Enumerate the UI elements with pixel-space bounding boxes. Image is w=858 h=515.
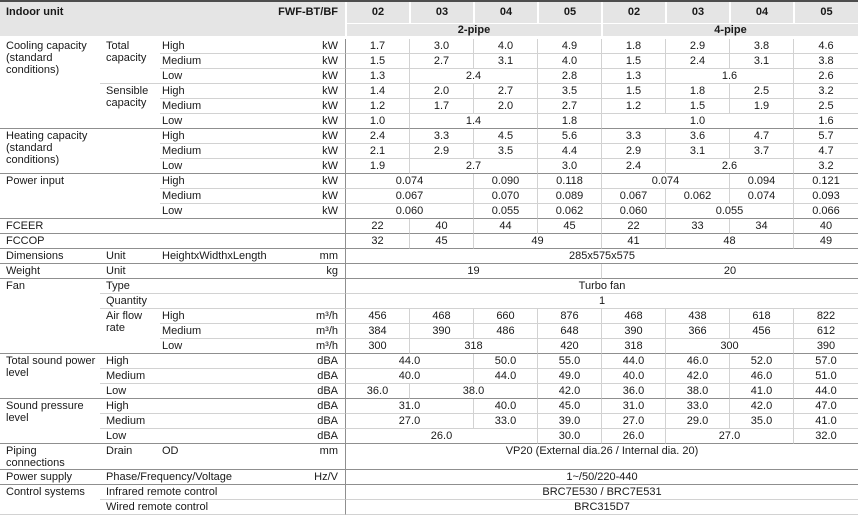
level-label: High bbox=[160, 129, 300, 144]
value-cell: 2.9 bbox=[665, 39, 729, 54]
value-cell: 3.5 bbox=[537, 84, 601, 99]
value-cell: 390 bbox=[409, 324, 473, 339]
row-label: Sound pressure level bbox=[0, 399, 100, 444]
sub-label: Total capacity bbox=[100, 39, 160, 84]
value-cell: 0.067 bbox=[345, 189, 473, 204]
value-cell: 0.062 bbox=[665, 189, 729, 204]
size-column-header: 03 bbox=[409, 2, 473, 24]
value-cell: 876 bbox=[537, 309, 601, 324]
sub-label: Low bbox=[100, 384, 300, 399]
table-row bbox=[0, 470, 858, 485]
unit-label: kW bbox=[300, 54, 345, 69]
value-cell: 2.9 bbox=[409, 144, 473, 159]
sub-label: Medium bbox=[100, 414, 300, 429]
value-cell: 2.5 bbox=[793, 99, 858, 114]
unit-label: m³/h bbox=[300, 339, 345, 354]
table-row bbox=[0, 39, 858, 54]
value-cell: 51.0 bbox=[793, 369, 858, 384]
level-label: High bbox=[160, 39, 300, 54]
value-cell: 1~/50/220-440 bbox=[345, 470, 858, 485]
value-cell: 0.070 bbox=[473, 189, 537, 204]
value-cell: 1.0 bbox=[601, 114, 793, 129]
value-cell: 5.7 bbox=[793, 129, 858, 144]
value-cell: 468 bbox=[409, 309, 473, 324]
value-cell: 0.090 bbox=[473, 174, 537, 189]
table-row bbox=[0, 174, 858, 189]
table-title: Indoor unit bbox=[0, 2, 160, 39]
value-cell: 31.0 bbox=[601, 399, 665, 414]
unit-label bbox=[300, 279, 345, 294]
value-cell: 1.7 bbox=[409, 99, 473, 114]
value-cell: 42.0 bbox=[729, 399, 793, 414]
value-cell: 0.062 bbox=[537, 204, 601, 219]
unit-label: kW bbox=[300, 39, 345, 54]
value-cell: 49.0 bbox=[537, 369, 601, 384]
value-cell: 660 bbox=[473, 309, 537, 324]
unit-label: mm bbox=[300, 249, 345, 264]
value-cell: 4.4 bbox=[537, 144, 601, 159]
table-row bbox=[0, 414, 858, 429]
value-cell: 42.0 bbox=[665, 369, 729, 384]
value-cell: 4.0 bbox=[473, 39, 537, 54]
value-cell: 3.8 bbox=[729, 39, 793, 54]
value-cell: 618 bbox=[729, 309, 793, 324]
value-cell: 26.0 bbox=[601, 429, 665, 444]
value-cell: 27.0 bbox=[601, 414, 665, 429]
level-label: Medium bbox=[160, 189, 300, 204]
value-cell: 384 bbox=[345, 324, 409, 339]
value-cell: 19 bbox=[345, 264, 601, 279]
value-cell: 2.6 bbox=[665, 159, 793, 174]
value-cell: 1.5 bbox=[345, 54, 409, 69]
value-cell: 420 bbox=[537, 339, 601, 354]
unit-label: kW bbox=[300, 114, 345, 129]
value-cell: 2.7 bbox=[409, 159, 537, 174]
row-label: Cooling capacity (standard conditions) bbox=[0, 39, 100, 129]
value-cell: 2.8 bbox=[537, 69, 601, 84]
table-row bbox=[0, 429, 858, 444]
value-cell: 41.0 bbox=[793, 414, 858, 429]
level-label: Low bbox=[160, 204, 300, 219]
value-cell: 2.7 bbox=[537, 99, 601, 114]
value-cell: 0.094 bbox=[729, 174, 793, 189]
value-cell: 33.0 bbox=[473, 414, 537, 429]
value-cell: 4.9 bbox=[537, 39, 601, 54]
value-cell: 1.6 bbox=[793, 114, 858, 129]
value-cell: 38.0 bbox=[409, 384, 537, 399]
value-cell: 3.8 bbox=[793, 54, 858, 69]
unit-label: m³/h bbox=[300, 324, 345, 339]
level-label: HeightxWidthxLength bbox=[160, 249, 300, 264]
unit-label: kW bbox=[300, 69, 345, 84]
value-cell: 22 bbox=[601, 219, 665, 234]
value-cell: 29.0 bbox=[665, 414, 729, 429]
value-cell: 48 bbox=[665, 234, 793, 249]
table-row bbox=[0, 444, 858, 470]
value-cell: 3.6 bbox=[665, 129, 729, 144]
level-label: Medium bbox=[160, 99, 300, 114]
table-row bbox=[0, 294, 858, 309]
value-cell: 34 bbox=[729, 219, 793, 234]
unit-label bbox=[300, 294, 345, 309]
value-cell: 3.7 bbox=[729, 144, 793, 159]
value-cell: 5.6 bbox=[537, 129, 601, 144]
value-cell: 1.5 bbox=[601, 84, 665, 99]
unit-label bbox=[300, 485, 345, 500]
table-row bbox=[0, 129, 858, 144]
value-cell: 27.0 bbox=[665, 429, 793, 444]
row-label: Control systems bbox=[0, 485, 100, 515]
table-row bbox=[0, 234, 858, 249]
value-cell: 46.0 bbox=[665, 354, 729, 369]
sub-label: Unit bbox=[100, 264, 300, 279]
level-label: Medium bbox=[160, 54, 300, 69]
value-cell: 1.0 bbox=[345, 114, 409, 129]
value-cell: 0.055 bbox=[665, 204, 793, 219]
value-cell: 3.3 bbox=[601, 129, 665, 144]
unit-label: kW bbox=[300, 144, 345, 159]
level-label: OD bbox=[160, 444, 300, 470]
size-column-header: 05 bbox=[537, 2, 601, 24]
value-cell: 41.0 bbox=[729, 384, 793, 399]
table-row bbox=[0, 485, 858, 500]
value-cell: 40.0 bbox=[601, 369, 665, 384]
row-label: Fan bbox=[0, 279, 100, 354]
table-row bbox=[0, 279, 858, 294]
value-cell: 648 bbox=[537, 324, 601, 339]
value-cell: 32 bbox=[345, 234, 409, 249]
table-row bbox=[0, 384, 858, 399]
value-cell: 57.0 bbox=[793, 354, 858, 369]
size-column-header: 02 bbox=[345, 2, 409, 24]
value-cell: 1.7 bbox=[345, 39, 409, 54]
value-cell: 44.0 bbox=[345, 354, 473, 369]
row-label: FCCOP bbox=[0, 234, 345, 249]
table-row bbox=[0, 354, 858, 369]
value-cell: 3.5 bbox=[473, 144, 537, 159]
level-label: Low bbox=[160, 114, 300, 129]
unit-label: dBA bbox=[300, 369, 345, 384]
value-cell: 45.0 bbox=[537, 399, 601, 414]
unit-label: dBA bbox=[300, 399, 345, 414]
value-cell: 0.074 bbox=[345, 174, 473, 189]
value-cell: 44.0 bbox=[473, 369, 537, 384]
sub-label: Phase/Frequency/Voltage bbox=[100, 470, 300, 485]
value-cell: 3.2 bbox=[793, 84, 858, 99]
level-label: Low bbox=[160, 69, 300, 84]
value-cell: 42.0 bbox=[537, 384, 601, 399]
value-cell: 456 bbox=[345, 309, 409, 324]
row-label: Dimensions bbox=[0, 249, 100, 264]
size-column-header: 04 bbox=[729, 2, 793, 24]
value-cell: 1.8 bbox=[537, 114, 601, 129]
value-cell: 33.0 bbox=[665, 399, 729, 414]
value-cell: 2.0 bbox=[473, 99, 537, 114]
value-cell: 2.4 bbox=[601, 159, 665, 174]
value-cell: 41 bbox=[601, 234, 665, 249]
value-cell: 1.4 bbox=[345, 84, 409, 99]
value-cell: 468 bbox=[601, 309, 665, 324]
model-code: FWF-BT/BF bbox=[160, 2, 345, 39]
value-cell: 40.0 bbox=[345, 369, 473, 384]
sub-label: Infrared remote control bbox=[100, 485, 300, 500]
value-cell: 33 bbox=[665, 219, 729, 234]
sub-label: Medium bbox=[100, 369, 300, 384]
value-cell: 0.121 bbox=[793, 174, 858, 189]
unit-label: kg bbox=[300, 264, 345, 279]
value-cell: 390 bbox=[793, 339, 858, 354]
unit-label: dBA bbox=[300, 384, 345, 399]
value-cell: BRC7E530 / BRC7E531 bbox=[345, 485, 858, 500]
value-cell: 612 bbox=[793, 324, 858, 339]
value-cell: 1.9 bbox=[345, 159, 409, 174]
value-cell: 50.0 bbox=[473, 354, 537, 369]
sub-label: High bbox=[100, 354, 300, 369]
value-cell: 4.0 bbox=[537, 54, 601, 69]
spec-table-body bbox=[0, 39, 858, 515]
value-cell: 49 bbox=[793, 234, 858, 249]
table-row bbox=[0, 219, 858, 234]
value-cell: 26.0 bbox=[345, 429, 537, 444]
unit-label: kW bbox=[300, 174, 345, 189]
value-cell: 1.3 bbox=[345, 69, 409, 84]
value-cell: 40 bbox=[409, 219, 473, 234]
value-cell: 1.5 bbox=[665, 99, 729, 114]
table-row bbox=[0, 84, 858, 99]
sub-label bbox=[100, 129, 160, 174]
value-cell: 1.8 bbox=[601, 39, 665, 54]
size-column-header: 05 bbox=[793, 2, 858, 24]
sub-label: Sensible capacity bbox=[100, 84, 160, 129]
value-cell: 1 bbox=[345, 294, 858, 309]
value-cell: 3.0 bbox=[537, 159, 601, 174]
row-label: FCEER bbox=[0, 219, 345, 234]
size-column-header: 03 bbox=[665, 2, 729, 24]
value-cell: 45 bbox=[537, 219, 601, 234]
value-cell: 3.3 bbox=[409, 129, 473, 144]
value-cell: 0.060 bbox=[601, 204, 665, 219]
row-label: Power supply bbox=[0, 470, 100, 485]
level-label: Low bbox=[160, 159, 300, 174]
value-cell: BRC315D7 bbox=[345, 500, 858, 515]
value-cell: 40 bbox=[793, 219, 858, 234]
value-cell: 20 bbox=[601, 264, 858, 279]
value-cell: 36.0 bbox=[601, 384, 665, 399]
value-cell: 4.5 bbox=[473, 129, 537, 144]
unit-label: mm bbox=[300, 444, 345, 470]
value-cell: 52.0 bbox=[729, 354, 793, 369]
value-cell: 49 bbox=[473, 234, 601, 249]
unit-label: dBA bbox=[300, 414, 345, 429]
value-cell: 0.074 bbox=[601, 174, 729, 189]
value-cell: 31.0 bbox=[345, 399, 473, 414]
unit-label: dBA bbox=[300, 429, 345, 444]
level-label: High bbox=[160, 84, 300, 99]
value-cell: 3.0 bbox=[409, 39, 473, 54]
value-cell: 0.074 bbox=[729, 189, 793, 204]
value-cell: 44 bbox=[473, 219, 537, 234]
value-cell: 40.0 bbox=[473, 399, 537, 414]
value-cell: 3.1 bbox=[729, 54, 793, 69]
level-label: Low bbox=[160, 339, 300, 354]
size-column-header: 02 bbox=[601, 2, 665, 24]
value-cell: 2.4 bbox=[345, 129, 409, 144]
value-cell: 39.0 bbox=[537, 414, 601, 429]
unit-label: kW bbox=[300, 189, 345, 204]
sub-label: High bbox=[100, 399, 300, 414]
sub-label: Type bbox=[100, 279, 300, 294]
value-cell: 4.7 bbox=[729, 129, 793, 144]
sub-label bbox=[100, 174, 160, 219]
level-label: High bbox=[160, 174, 300, 189]
sub-label: Wired remote control bbox=[100, 500, 300, 515]
unit-label: m³/h bbox=[300, 309, 345, 324]
unit-label: kW bbox=[300, 204, 345, 219]
value-cell: 1.9 bbox=[729, 99, 793, 114]
value-cell: 438 bbox=[665, 309, 729, 324]
value-cell: 1.5 bbox=[601, 54, 665, 69]
sub-label: Low bbox=[100, 429, 300, 444]
unit-label: kW bbox=[300, 129, 345, 144]
value-cell: 1.3 bbox=[601, 69, 665, 84]
value-cell: 55.0 bbox=[537, 354, 601, 369]
value-cell: 1.4 bbox=[409, 114, 537, 129]
spec-table-header bbox=[0, 2, 858, 39]
value-cell: 486 bbox=[473, 324, 537, 339]
value-cell: 456 bbox=[729, 324, 793, 339]
level-label: High bbox=[160, 309, 300, 324]
row-label: Piping connections bbox=[0, 444, 100, 470]
value-cell: 1.2 bbox=[345, 99, 409, 114]
value-cell: 285x575x575 bbox=[345, 249, 858, 264]
level-label: Medium bbox=[160, 144, 300, 159]
value-cell: 35.0 bbox=[729, 414, 793, 429]
unit-label: kW bbox=[300, 99, 345, 114]
value-cell: 0.118 bbox=[537, 174, 601, 189]
value-cell: 3.2 bbox=[793, 159, 858, 174]
value-cell: VP20 (External dia.26 / Internal dia. 20) bbox=[345, 444, 858, 470]
row-label: Heating capacity (standard conditions) bbox=[0, 129, 100, 174]
value-cell: 3.1 bbox=[665, 144, 729, 159]
value-cell: 1.6 bbox=[665, 69, 793, 84]
value-cell: 0.093 bbox=[793, 189, 858, 204]
value-cell: 47.0 bbox=[793, 399, 858, 414]
value-cell: 300 bbox=[665, 339, 793, 354]
value-cell: Turbo fan bbox=[345, 279, 858, 294]
value-cell: 390 bbox=[601, 324, 665, 339]
value-cell: 0.089 bbox=[537, 189, 601, 204]
table-row bbox=[0, 399, 858, 414]
row-label: Total sound power level bbox=[0, 354, 100, 399]
value-cell: 318 bbox=[409, 339, 537, 354]
value-cell: 2.7 bbox=[473, 84, 537, 99]
value-cell: 30.0 bbox=[537, 429, 601, 444]
value-cell: 22 bbox=[345, 219, 409, 234]
size-column-header: 04 bbox=[473, 2, 537, 24]
value-cell: 2.1 bbox=[345, 144, 409, 159]
value-cell: 1.8 bbox=[665, 84, 729, 99]
value-cell: 300 bbox=[345, 339, 409, 354]
value-cell: 318 bbox=[601, 339, 665, 354]
value-cell: 2.9 bbox=[601, 144, 665, 159]
value-cell: 2.4 bbox=[665, 54, 729, 69]
header-row-sizes bbox=[0, 2, 858, 24]
value-cell: 27.0 bbox=[345, 414, 473, 429]
sub-label: Drain bbox=[100, 444, 160, 470]
value-cell: 366 bbox=[665, 324, 729, 339]
value-cell: 38.0 bbox=[665, 384, 729, 399]
table-row bbox=[0, 264, 858, 279]
sub-label: Air flow rate bbox=[100, 309, 160, 354]
unit-label: Hz/V bbox=[300, 470, 345, 485]
unit-label: dBA bbox=[300, 354, 345, 369]
sub-label: Unit bbox=[100, 249, 160, 264]
value-cell: 46.0 bbox=[729, 369, 793, 384]
value-cell: 2.7 bbox=[409, 54, 473, 69]
value-cell: 45 bbox=[409, 234, 473, 249]
unit-label: kW bbox=[300, 159, 345, 174]
value-cell: 4.7 bbox=[793, 144, 858, 159]
value-cell: 36.0 bbox=[345, 384, 409, 399]
value-cell: 2.4 bbox=[409, 69, 537, 84]
pipe-group-header-4pipe: 4-pipe bbox=[601, 24, 858, 39]
unit-label: kW bbox=[300, 84, 345, 99]
value-cell: 1.2 bbox=[601, 99, 665, 114]
value-cell: 32.0 bbox=[793, 429, 858, 444]
value-cell: 4.6 bbox=[793, 39, 858, 54]
value-cell: 2.6 bbox=[793, 69, 858, 84]
table-row bbox=[0, 309, 858, 324]
value-cell: 44.0 bbox=[793, 384, 858, 399]
table-row bbox=[0, 369, 858, 384]
level-label: Medium bbox=[160, 324, 300, 339]
value-cell: 3.1 bbox=[473, 54, 537, 69]
value-cell: 0.067 bbox=[601, 189, 665, 204]
row-label: Weight bbox=[0, 264, 100, 279]
sub-label: Quantity bbox=[100, 294, 300, 309]
row-label: Power input bbox=[0, 174, 100, 219]
value-cell: 822 bbox=[793, 309, 858, 324]
value-cell: 2.0 bbox=[409, 84, 473, 99]
table-row bbox=[0, 249, 858, 264]
pipe-group-header-2pipe: 2-pipe bbox=[345, 24, 601, 39]
value-cell: 0.055 bbox=[473, 204, 537, 219]
value-cell: 44.0 bbox=[601, 354, 665, 369]
value-cell: 0.060 bbox=[345, 204, 473, 219]
value-cell: 0.066 bbox=[793, 204, 858, 219]
value-cell: 2.5 bbox=[729, 84, 793, 99]
